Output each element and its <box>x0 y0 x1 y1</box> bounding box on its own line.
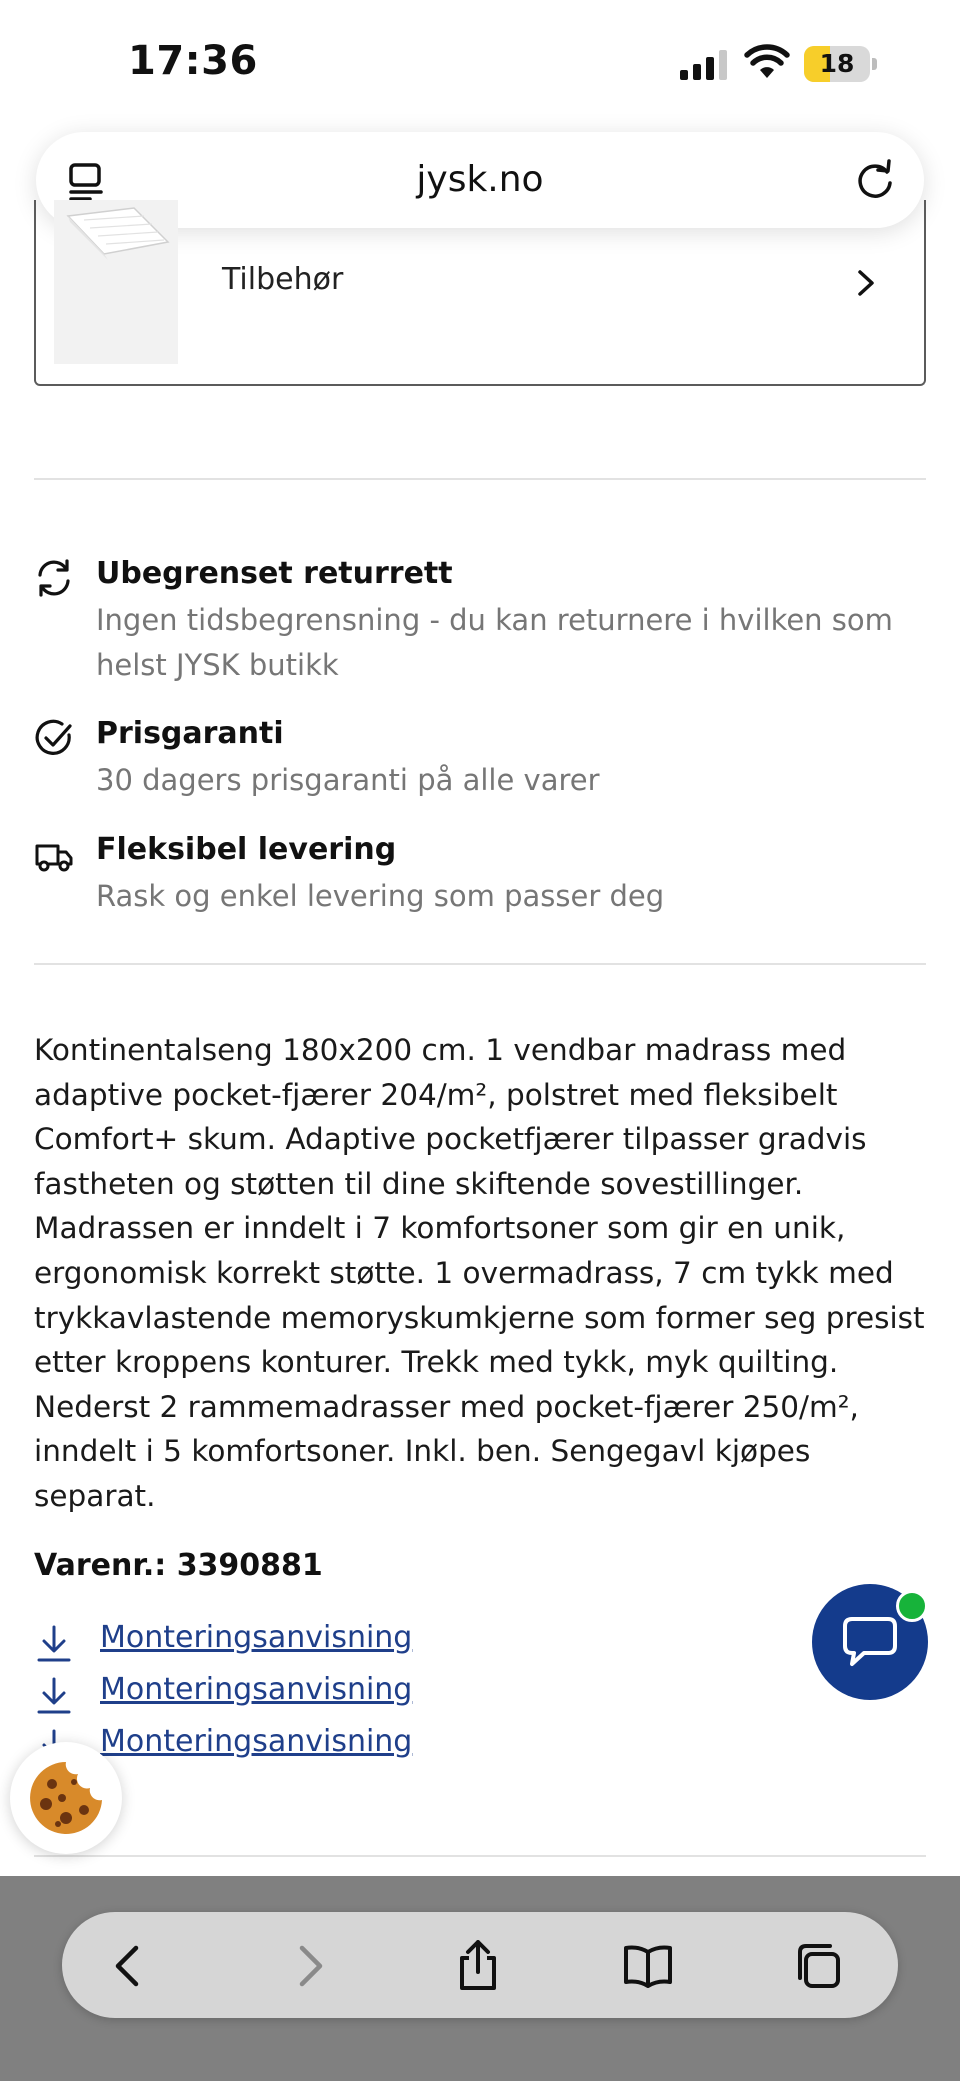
online-status-dot <box>896 1590 928 1622</box>
assembly-instructions-link[interactable]: Monteringsanvisning <box>100 1620 413 1655</box>
forward-icon[interactable] <box>282 1940 334 1992</box>
accessory-thumbnail <box>54 200 178 364</box>
back-icon[interactable] <box>104 1940 156 1992</box>
chevron-right-icon <box>854 268 878 298</box>
feature-desc-price-guarantee: 30 dagers prisgaranti på alle varer <box>96 763 600 797</box>
feature-desc-delivery: Rask og enkel levering som passer deg <box>96 879 665 913</box>
cookie-icon <box>28 1760 104 1836</box>
accessory-label: Tilbehør <box>222 262 344 297</box>
refresh-arrows-icon <box>34 558 74 598</box>
battery-indicator <box>804 46 876 82</box>
chat-bubble-icon <box>842 1616 898 1668</box>
tabs-icon[interactable] <box>792 1940 844 1992</box>
browser-toolbar <box>62 1912 898 2018</box>
item-number-label: Varenr.: <box>34 1548 167 1583</box>
download-icon <box>34 1676 74 1716</box>
section-divider <box>34 1855 926 1857</box>
assembly-instructions-link[interactable]: Monteringsanvisning <box>100 1672 413 1707</box>
reload-icon[interactable] <box>854 158 896 202</box>
check-circle-icon <box>34 718 74 758</box>
cellular-signal-icon <box>680 50 730 80</box>
assembly-instructions-link[interactable]: Monteringsanvisning <box>100 1724 413 1759</box>
status-bar <box>0 0 960 130</box>
item-number-value: 3390881 <box>176 1548 323 1583</box>
delivery-truck-icon <box>34 836 74 876</box>
feature-title-delivery: Fleksibel levering <box>96 832 397 867</box>
product-description: Kontinentalseng 180x200 cm. 1 vendbar madrass med adaptive pocket-fjærer 204/m², polstret med fleksibelt Comfort+ skum. Adaptive pocketfjærer tilpasser gradvis fastheten og støtten til dine skiftende sovestillinger. Madrassen er inndelt i 7 komfortsoner som gir en unik, ergonomisk korrekt støtte. 1 overmadrass, 7 cm tykk med trykkavlastende memoryskumkjerne som former seg presist etter kroppens konturer. Trekk med tykk, myk quilting. Nederst 2 rammemadrasser med pocket-fjærer 250/m², inndelt i 5 komfortsoner. Inkl. ben. Sengegavl kjøpes separat. <box>34 1033 925 1513</box>
status-time: 17:36 <box>128 38 258 84</box>
item-number <box>34 1548 323 1583</box>
feature-title-returns: Ubegrenset returrett <box>96 556 453 591</box>
cookie-settings-button[interactable] <box>10 1742 122 1854</box>
browser-bottom-area <box>0 1876 960 2081</box>
bookmarks-icon[interactable] <box>622 1940 674 1992</box>
share-icon[interactable] <box>452 1940 504 1992</box>
feature-desc-returns: Ingen tidsbegrensning - du kan returnere i hvilken som helst JYSK butikk <box>96 603 893 682</box>
wifi-icon <box>744 44 790 80</box>
download-icon <box>34 1624 74 1664</box>
feature-title-price-guarantee: Prisgaranti <box>96 716 284 751</box>
section-divider <box>34 963 926 965</box>
url-text[interactable]: jysk.no <box>416 159 544 200</box>
section-divider <box>34 478 926 480</box>
battery-level: 18 <box>819 49 855 78</box>
accessories-card[interactable] <box>34 200 926 386</box>
